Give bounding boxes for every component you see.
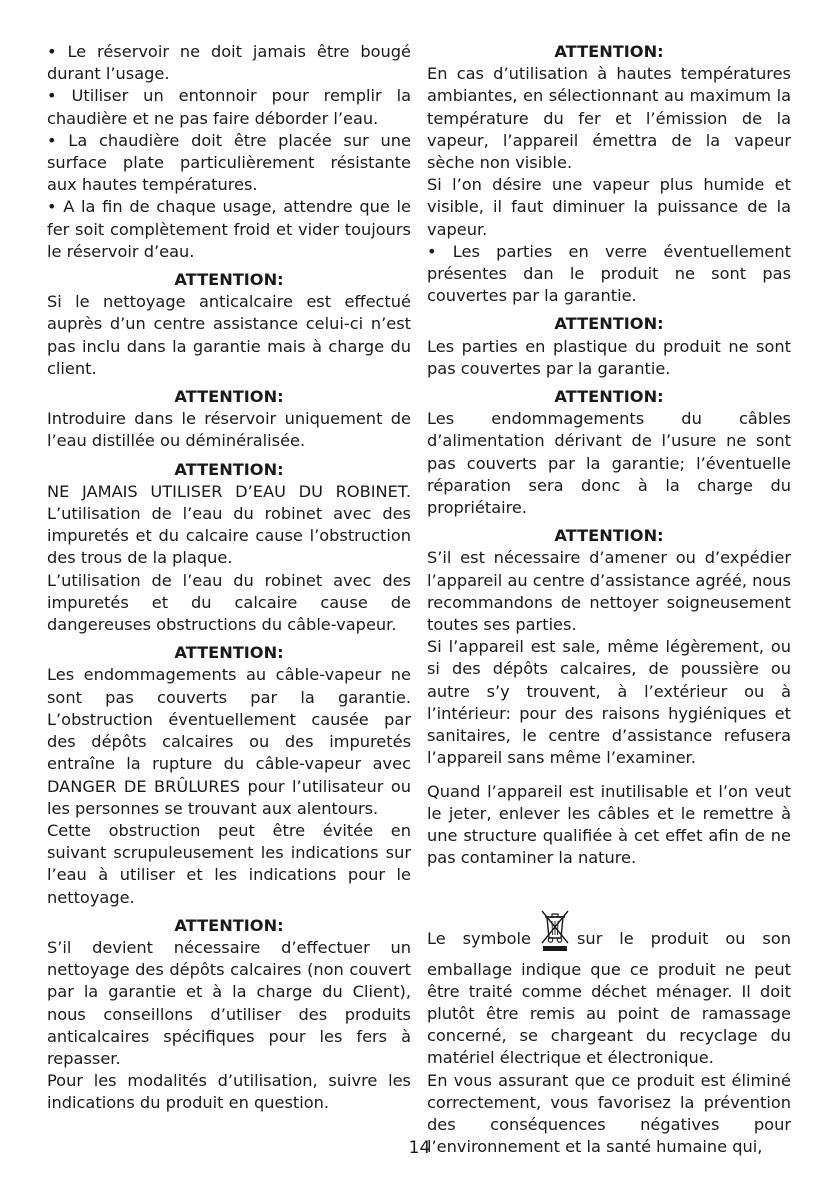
attention-heading: ATTENTION: [554,42,664,61]
weee-paragraph [427,908,791,1069]
obstruction-prevention-paragraph: Cette obstruction peut être évitée en suivant scrupuleusement les indications sur l’eau à utiliser et les indications pour le nettoyage. [47,820,411,907]
distilled-water-paragraph: Introduire dans le réservoir uniquement de l’eau distillée ou déminéralisée. [47,409,411,451]
humid-steam-paragraph: Si l’on désire une vapeur plus humide et visible, il faut diminuer la puissance de la vapeur. [427,175,791,239]
attention-heading: ATTENTION: [174,387,284,407]
spacer [427,869,791,908]
high-temperature-paragraph: En cas d’utilisation à hautes températures ambiantes, en sélectionnant au maximum la température du fer et l’émission de la vapeur, l’appareil émettra de la vapeur sèche non visible. [427,64,791,173]
descaling-products-paragraph: S’il devient nécessaire d’effectuer un nettoyage des dépôts calcaires (non couvert par la garantie et à la charge du Client), nous conseillons d’utiliser des produits anticalcaires spécifiques pour les fers à repasser. [47,937,411,1068]
attention-heading: ATTENTION: [174,643,284,663]
power-cable-paragraph: Les endommagements du câbles d’alimentation dérivant de l’usure ne sont pas couverts par la garantie; l’éventuelle réparation sera donc à la charge du propriétaire. [427,409,791,518]
attention-heading: ATTENTION: [174,459,284,479]
service-center-paragraph: S’il est nécessaire d’amener ou d’expédier l’appareil au centre d’assistance agréé, nous recommandons de nettoyer soigneusement toutes ses parties. [427,548,791,635]
page-number: 14 [408,1138,431,1158]
bullet-funnel: • Utiliser un entonnoir pour remplir la chaudière et ne pas faire déborder l’eau. [47,86,411,128]
attention-heading: ATTENTION: [554,314,664,334]
spacer [427,770,791,781]
left-column [47,41,411,1115]
glass-parts-paragraph: • Les parties en verre éventuellement présentes dan le produit ne sont pas couvertes par la garantie. [427,241,791,306]
steam-cable-damage-paragraph: Les endommagements au câble-vapeur ne sont pas couverts par la garantie. L’obstruction éventuellement causée par des dépôts calcaires ou des impuretés entraîne la rupture du câble-vapeur avec DANGER DE BRÛLURES pour l’utilisateur ou les personnes se trouvant aux alentours. [47,665,411,818]
bullet-reservoir: • Le réservoir ne doit jamais être bougé durant l’usage. [47,42,411,84]
plastic-parts-paragraph: Les parties en plastique du produit ne sont pas couvertes par la garantie. [427,336,791,378]
attention-heading: ATTENTION: [174,915,284,935]
attention-heading: ATTENTION: [554,526,664,546]
tap-water-obstruction-paragraph: L’utilisation de l’eau du robinet avec des impuretés et du calcaire cause de dangereuses obstructions du câble-vapeur. [47,570,411,635]
usage-instructions-paragraph: Pour les modalités d’utilisation, suivre les indications du produit en question. [47,1071,411,1113]
weee-continuation-paragraph: En vous assurant que ce produit est éliminé correctement, vous favorisez la prévention des conséquences négatives pour l’environnement et la santé humaine qui, [427,1070,791,1157]
right-column [427,41,791,1158]
attention-heading: ATTENTION: [554,387,664,407]
dirty-appliance-paragraph: Si l’appareil est sale, même légèrement, ou si des dépôts calcaires, de poussière ou autre s’y trouvent, à l’extérieur ou à l’intérieur: pour des raisons hygiéniques et sanitaires, le centre d’assistance refusera l’appareil sans même l’examiner. [427,637,791,768]
disposal-paragraph: Quand l’appareil est inutilisable et l’on veut le jeter, enlever les câbles et le remettre à une structure qualifiée à cet effet afin de ne pas contaminer la nature. [427,781,791,868]
weee-text-before: Le symbole [427,929,531,949]
descaling-center-paragraph: Si le nettoyage anticalcaire est effectué auprès d’un centre assistance celui-ci n’est pas inclu dans la garantie mais à charge du client. [47,292,411,378]
bullet-surface: • La chaudière doit être placée sur une surface plate particulièrement résistante aux hautes températures. [47,130,411,195]
attention-heading: ATTENTION: [174,270,284,290]
crossed-bin-icon [537,908,573,958]
bullet-end-of-use: • A la fin de chaque usage, attendre que le fer soit complètement froid et vider toujours le réservoir d’eau. [47,197,411,261]
tap-water-warning-paragraph: NE JAMAIS UTILISER D’EAU DU ROBINET. L’utilisation de l’eau du robinet avec des impuretés et du calcaire cause l’obstruction des trous de la plaque. [47,481,411,568]
weee-text-after: sur le produit ou son emballage indique que ce produit ne peut être traité comme déchet ménager. Il doit plutôt être remis au point de ramassage concerné, se chargeant du recyclage du matériel électrique et électronique. [427,929,791,1068]
